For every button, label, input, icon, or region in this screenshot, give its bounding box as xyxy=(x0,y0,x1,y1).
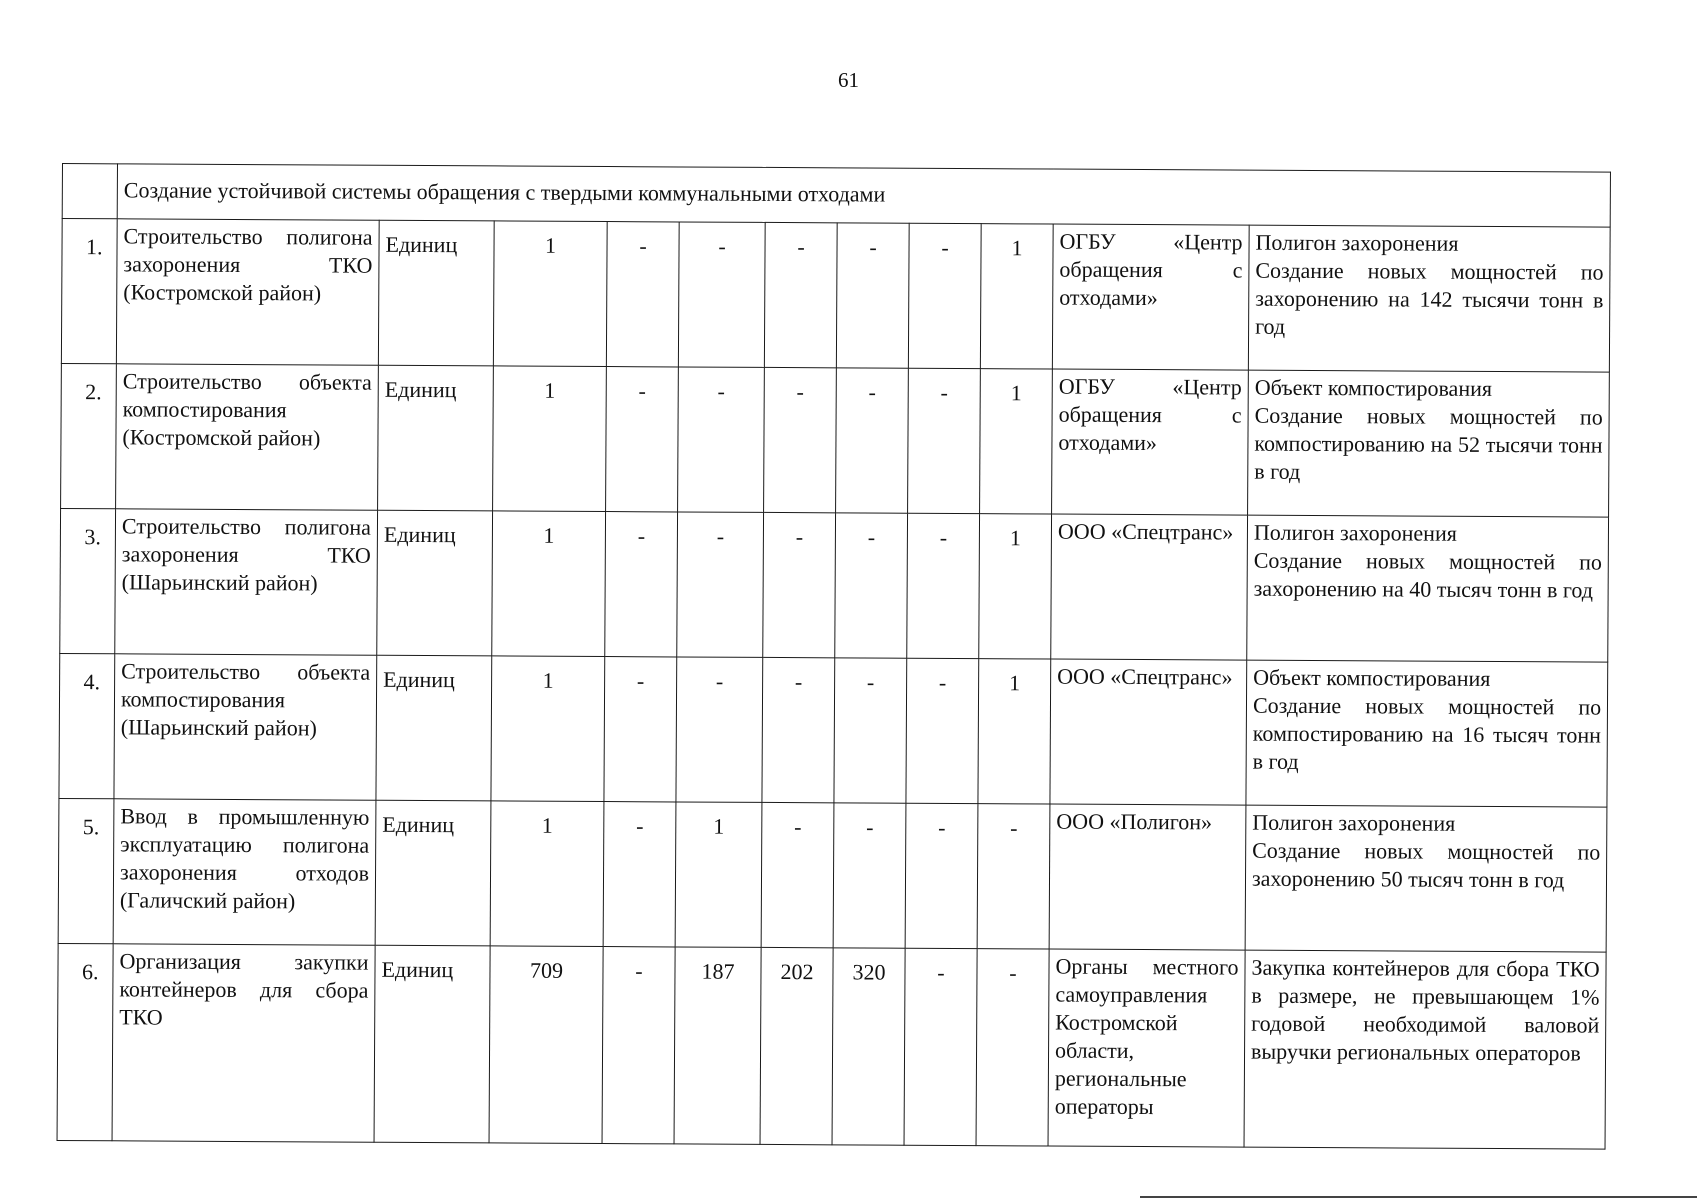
unit-cell: Единиц xyxy=(378,365,494,511)
result-cell xyxy=(1246,660,1608,807)
value-cell: - xyxy=(678,222,765,367)
unit-cell: Единиц xyxy=(375,800,491,946)
program-table xyxy=(57,163,1612,1150)
unit-cell: Единиц xyxy=(376,655,492,801)
table-row xyxy=(59,653,1608,807)
value-cell: - xyxy=(908,368,981,513)
row-number: 3. xyxy=(60,508,116,653)
result-line: Закупка контейнеров для сбора ТКО в размере, не превышающем 1% годовой необходимой валовой выручки региональных операторов xyxy=(1250,954,1600,1066)
section-title: Создание устойчивой системы обращения с твердыми коммунальными отходами xyxy=(117,164,1610,227)
result-cell xyxy=(1247,515,1609,662)
value-cell: - xyxy=(605,512,678,657)
table-row xyxy=(60,508,1609,662)
value-cell: 187 xyxy=(674,947,761,1144)
responsible-cell: ОГБУ «Центр обращения с отходами» xyxy=(1052,224,1249,370)
result-cell xyxy=(1244,950,1606,1149)
result-cell xyxy=(1248,370,1610,517)
result-cell xyxy=(1248,225,1610,372)
value-cell: 1 xyxy=(980,369,1053,514)
unit-cell: Единиц xyxy=(378,220,494,366)
row-number: 2. xyxy=(61,363,117,508)
result-line: Создание новых мощностей по захоронению 50 тысяч тонн в год xyxy=(1251,837,1601,893)
unit-cell: Единиц xyxy=(374,945,490,1143)
row-number: 6. xyxy=(57,943,113,1140)
responsible-cell: ООО «Полигон» xyxy=(1049,804,1246,950)
value-cell: - xyxy=(603,802,676,947)
responsible-cell: Органы местного самоуправления Костромской области, региональные операторы xyxy=(1048,949,1245,1147)
value-cell: 1 xyxy=(493,366,607,512)
value-cell: - xyxy=(761,802,834,947)
responsible-cell: ООО «Спецтранс» xyxy=(1050,659,1247,805)
table-row xyxy=(58,798,1607,952)
value-cell: - xyxy=(604,657,677,802)
value-cell: 1 xyxy=(979,514,1052,659)
value-cell: 1 xyxy=(491,656,605,802)
responsible-cell: ООО «Спецтранс» xyxy=(1051,514,1248,660)
value-cell: 320 xyxy=(832,948,905,1145)
value-cell: - xyxy=(676,657,763,802)
value-cell: - xyxy=(606,367,679,512)
result-line: Создание новых мощностей по компостированию на 16 тысяч тонн в год xyxy=(1252,692,1602,774)
value-cell: - xyxy=(762,657,835,802)
value-cell: 1 xyxy=(978,659,1051,804)
row-number: 5. xyxy=(58,798,114,943)
result-line: Создание новых мощностей по захоронению на 40 тысяч тонн в год xyxy=(1253,547,1603,603)
value-cell: - xyxy=(834,658,907,803)
section-header-blank-cell xyxy=(62,164,117,219)
result-line: Объект компостирования xyxy=(1254,374,1493,401)
table-body xyxy=(57,164,1611,1150)
value-cell: - xyxy=(977,804,1050,949)
value-cell: - xyxy=(976,949,1049,1146)
unit-cell: Единиц xyxy=(377,510,493,656)
row-number: 4. xyxy=(59,653,115,798)
value-cell: 1 xyxy=(490,801,604,947)
value-cell: - xyxy=(905,803,978,948)
value-cell: - xyxy=(836,223,909,368)
value-cell: - xyxy=(836,368,909,513)
result-line: Создание новых мощностей по захоронению на 142 тысячи тонн в год xyxy=(1255,257,1604,339)
value-cell: - xyxy=(833,803,906,948)
value-cell: - xyxy=(764,367,837,512)
bottom-rule xyxy=(1140,1196,1697,1198)
value-cell: - xyxy=(677,512,764,657)
result-line: Полигон захоронения xyxy=(1252,809,1456,836)
result-line: Полигон захоронения xyxy=(1255,229,1459,256)
value-cell: - xyxy=(764,222,837,367)
section-header-row xyxy=(62,164,1610,228)
activity-name: Строительство объекта компостирования (Шарьинский район) xyxy=(114,654,377,800)
value-cell: 1 xyxy=(492,511,606,657)
value-cell: - xyxy=(835,513,908,658)
table-row xyxy=(61,219,1610,373)
result-cell xyxy=(1245,805,1607,952)
value-cell: 1 xyxy=(980,224,1053,369)
value-cell: 202 xyxy=(760,947,833,1144)
activity-name: Строительство объекта компостирования (Костромской район) xyxy=(116,364,379,510)
result-line: Полигон захоронения xyxy=(1253,519,1457,546)
activity-name: Строительство полигона захоронения ТКО (Костромской район) xyxy=(116,219,379,365)
value-cell: 1 xyxy=(675,802,762,947)
page-number: 61 xyxy=(838,68,859,92)
value-cell: 709 xyxy=(489,946,603,1144)
table-row xyxy=(57,943,1606,1149)
row-number: 1. xyxy=(61,219,117,364)
activity-name: Организация закупки контейнеров для сбора ТКО xyxy=(112,944,375,1142)
value-cell: - xyxy=(904,948,977,1145)
table-row xyxy=(61,363,1610,517)
responsible-cell: ОГБУ «Центр обращения с отходами» xyxy=(1052,369,1249,515)
value-cell: - xyxy=(906,658,979,803)
activity-name: Ввод в промышленную эксплуатацию полигона захоронения отходов (Галичский район) xyxy=(113,799,376,945)
value-cell: - xyxy=(602,947,675,1144)
activity-name: Строительство полигона захоронения ТКО (Шарьинский район) xyxy=(115,509,378,655)
value-cell: - xyxy=(763,512,836,657)
value-cell: - xyxy=(606,222,679,367)
value-cell: - xyxy=(908,223,981,368)
value-cell: 1 xyxy=(493,221,607,367)
value-cell: - xyxy=(678,367,765,512)
result-line: Объект компостирования xyxy=(1253,664,1491,691)
result-line: Создание новых мощностей по компостированию на 52 тысячи тонн в год xyxy=(1254,402,1603,484)
value-cell: - xyxy=(907,513,980,658)
